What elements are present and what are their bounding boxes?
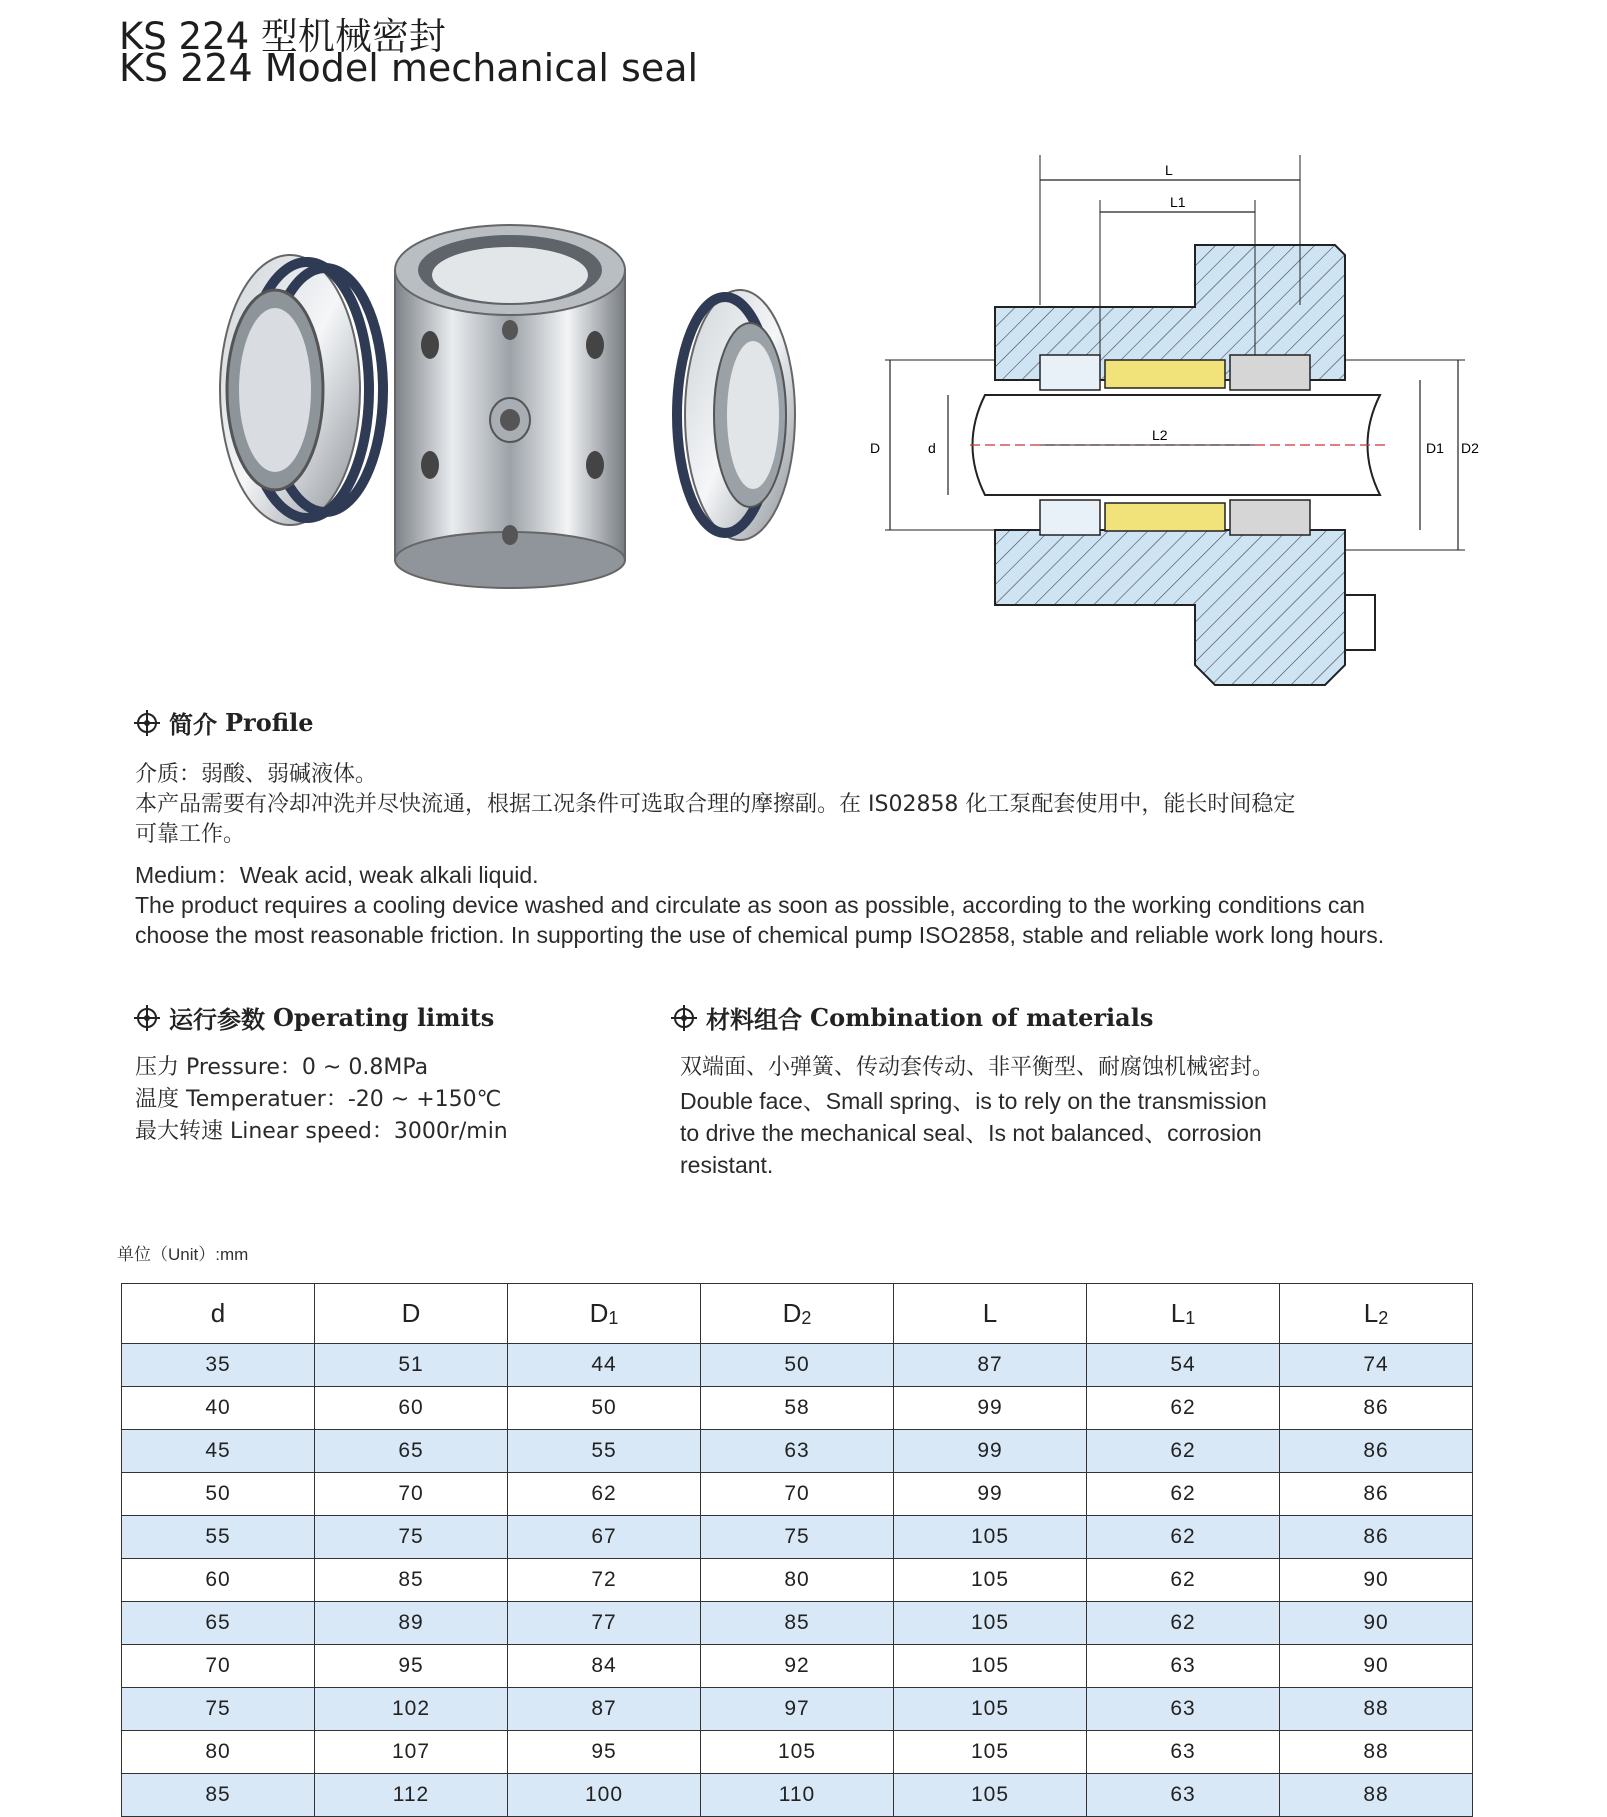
table-row: [122, 1559, 1473, 1602]
table-row: [122, 1731, 1473, 1774]
unit-label: 单位（Unit）:mm: [117, 1245, 249, 1264]
table-cell: 77: [508, 1602, 701, 1645]
table-cell: 105: [894, 1516, 1087, 1559]
profile-cn-line-2: 本产品需要有冷却冲洗并尽快流通，根据工况条件可选取合理的摩擦副。在 IS02858 化工泵配套使用中，能长时间稳定: [135, 792, 1296, 817]
table-cell: 105: [894, 1731, 1087, 1774]
materials-heading: [670, 1000, 1153, 1035]
table-cell: 88: [1280, 1688, 1473, 1731]
table-cell: 50: [508, 1387, 701, 1430]
table-cell: 65: [315, 1430, 508, 1473]
section-drawing: [870, 155, 1480, 695]
section-bullet-icon: [133, 1004, 161, 1032]
table-cell: 90: [1280, 1559, 1473, 1602]
operating-limit-speed: 最大转速 Linear speed：3000r/min: [135, 1119, 508, 1144]
table-cell: 72: [508, 1559, 701, 1602]
table-row: [122, 1602, 1473, 1645]
title-english: KS 224 Model mechanical seal: [119, 46, 699, 90]
table-cell: 86: [1280, 1430, 1473, 1473]
profile-en-line-2: The product requires a cooling device washed and circulate as soon as possible, according to the working conditions can: [135, 892, 1365, 918]
dim-label-D1: D1: [1426, 440, 1444, 456]
table-cell: 102: [315, 1688, 508, 1731]
table-cell: 99: [894, 1387, 1087, 1430]
table-cell: 80: [701, 1559, 894, 1602]
table-cell: 87: [508, 1688, 701, 1731]
right-seal-ring: [677, 290, 795, 540]
table-cell: 63: [1087, 1688, 1280, 1731]
table-header-row: [122, 1284, 1473, 1344]
table-cell: 105: [894, 1559, 1087, 1602]
table-cell: 54: [1087, 1344, 1280, 1387]
table-cell: 51: [315, 1344, 508, 1387]
table-cell: 95: [315, 1645, 508, 1688]
table-cell: 40: [122, 1387, 315, 1430]
table-cell: 107: [315, 1731, 508, 1774]
table-cell: 84: [508, 1645, 701, 1688]
profile-en-line-1: Medium：Weak acid, weak alkali liquid.: [135, 862, 539, 888]
table-row: [122, 1430, 1473, 1473]
table-cell: 62: [508, 1473, 701, 1516]
table-cell: 62: [1087, 1387, 1280, 1430]
table-cell: 99: [894, 1430, 1087, 1473]
table-cell: 62: [1087, 1516, 1280, 1559]
table-cell: 63: [1087, 1774, 1280, 1817]
table-cell: 58: [701, 1387, 894, 1430]
table-row: [122, 1344, 1473, 1387]
table-cell: 60: [122, 1559, 315, 1602]
table-cell: 88: [1280, 1774, 1473, 1817]
operating-limits-heading-en: Operating limits: [273, 1003, 495, 1032]
table-cell: 110: [701, 1774, 894, 1817]
table-cell: 55: [508, 1430, 701, 1473]
table-cell: 63: [1087, 1645, 1280, 1688]
table-cell: 63: [1087, 1731, 1280, 1774]
center-seal-body: [395, 225, 625, 588]
table-cell: 62: [1087, 1602, 1280, 1645]
profile-heading: [133, 705, 314, 740]
table-cell: 95: [508, 1731, 701, 1774]
section-bullet-icon: [133, 709, 161, 737]
table-cell: 62: [1087, 1473, 1280, 1516]
table-cell: 80: [122, 1731, 315, 1774]
col-header-D: D: [315, 1284, 508, 1344]
materials-line-2: Double face、Small spring、is to rely on the transmission: [680, 1088, 1267, 1114]
table-cell: 92: [701, 1645, 894, 1688]
left-seal-ring: [220, 255, 383, 525]
table-row: [122, 1516, 1473, 1559]
product-photo: [195, 215, 805, 600]
table-body: [122, 1344, 1473, 1817]
table-cell: 45: [122, 1430, 315, 1473]
table-cell: 105: [701, 1731, 894, 1774]
col-header-L2: $L_2$: [1280, 1284, 1473, 1344]
materials-line-3: to drive the mechanical seal、Is not balanced、corrosion: [680, 1120, 1262, 1146]
table-cell: 86: [1280, 1473, 1473, 1516]
table-cell: 75: [701, 1516, 894, 1559]
operating-limit-temperature: 温度 Temperatuer：-20 ~ +150℃: [135, 1087, 502, 1112]
table-cell: 86: [1280, 1387, 1473, 1430]
table-row: [122, 1473, 1473, 1516]
dim-label-D: D: [870, 440, 881, 456]
dim-label-d: d: [928, 440, 936, 456]
table-cell: 85: [122, 1774, 315, 1817]
col-header-L: L: [894, 1284, 1087, 1344]
table-cell: 105: [894, 1774, 1087, 1817]
table-cell: 50: [701, 1344, 894, 1387]
table-cell: 67: [508, 1516, 701, 1559]
table-cell: 105: [894, 1602, 1087, 1645]
table-row: [122, 1645, 1473, 1688]
dim-label-L1: L1: [1170, 194, 1186, 210]
table-cell: 86: [1280, 1516, 1473, 1559]
col-header-D1: $D_1$: [508, 1284, 701, 1344]
dim-label-L2: L2: [1152, 427, 1168, 443]
materials-heading-cn: 材料组合: [706, 1006, 802, 1034]
table-cell: 55: [122, 1516, 315, 1559]
materials-line-1: 双端面、小弹簧、传动套传动、非平衡型、耐腐蚀机械密封。: [680, 1055, 1275, 1080]
table-cell: 89: [315, 1602, 508, 1645]
materials-line-4: resistant.: [680, 1152, 774, 1178]
profile-cn-line-3: 可靠工作。: [135, 822, 246, 847]
table-cell: 99: [894, 1473, 1087, 1516]
table-cell: 90: [1280, 1645, 1473, 1688]
col-header-d: d: [122, 1284, 315, 1344]
dim-label-L: L: [1165, 162, 1173, 178]
table-row: [122, 1774, 1473, 1817]
table-cell: 70: [122, 1645, 315, 1688]
materials-heading-en: Combination of materials: [810, 1003, 1154, 1032]
table-cell: 112: [315, 1774, 508, 1817]
operating-limit-pressure: 压力 Pressure：0 ~ 0.8MPa: [135, 1055, 429, 1080]
table-cell: 63: [701, 1430, 894, 1473]
table-cell: 44: [508, 1344, 701, 1387]
table-cell: 85: [701, 1602, 894, 1645]
table-cell: 75: [122, 1688, 315, 1731]
table-cell: 35: [122, 1344, 315, 1387]
table-cell: 100: [508, 1774, 701, 1817]
table-cell: 105: [894, 1645, 1087, 1688]
table-row: [122, 1688, 1473, 1731]
profile-heading-cn: 简介: [169, 711, 217, 739]
col-header-D2: $D_2$: [701, 1284, 894, 1344]
dim-label-D2: D2: [1461, 440, 1479, 456]
table-cell: 87: [894, 1344, 1087, 1387]
table-cell: 74: [1280, 1344, 1473, 1387]
section-bullet-icon: [670, 1004, 698, 1032]
table-cell: 85: [315, 1559, 508, 1602]
table-cell: 62: [1087, 1559, 1280, 1602]
col-header-L1: $L_1$: [1087, 1284, 1280, 1344]
table-cell: 90: [1280, 1602, 1473, 1645]
table-cell: 60: [315, 1387, 508, 1430]
table-cell: 62: [1087, 1430, 1280, 1473]
table-cell: 88: [1280, 1731, 1473, 1774]
profile-cn-line-1: 介质：弱酸、弱碱液体。: [135, 762, 378, 787]
profile-heading-en: Profile: [225, 708, 314, 737]
operating-limits-heading: [133, 1000, 494, 1035]
table-cell: 75: [315, 1516, 508, 1559]
table-cell: 105: [894, 1688, 1087, 1731]
title-chinese: KS 224 型机械密封: [119, 15, 446, 58]
table-cell: 70: [701, 1473, 894, 1516]
table-cell: 65: [122, 1602, 315, 1645]
table-cell: 70: [315, 1473, 508, 1516]
operating-limits-heading-cn: 运行参数: [169, 1006, 265, 1034]
table-row: [122, 1387, 1473, 1430]
table-cell: 50: [122, 1473, 315, 1516]
profile-en-line-3: choose the most reasonable friction. In supporting the use of chemical pump ISO2858, stable and reliable work long hours.: [135, 922, 1385, 948]
table-cell: 97: [701, 1688, 894, 1731]
spec-table: [121, 1283, 1473, 1817]
